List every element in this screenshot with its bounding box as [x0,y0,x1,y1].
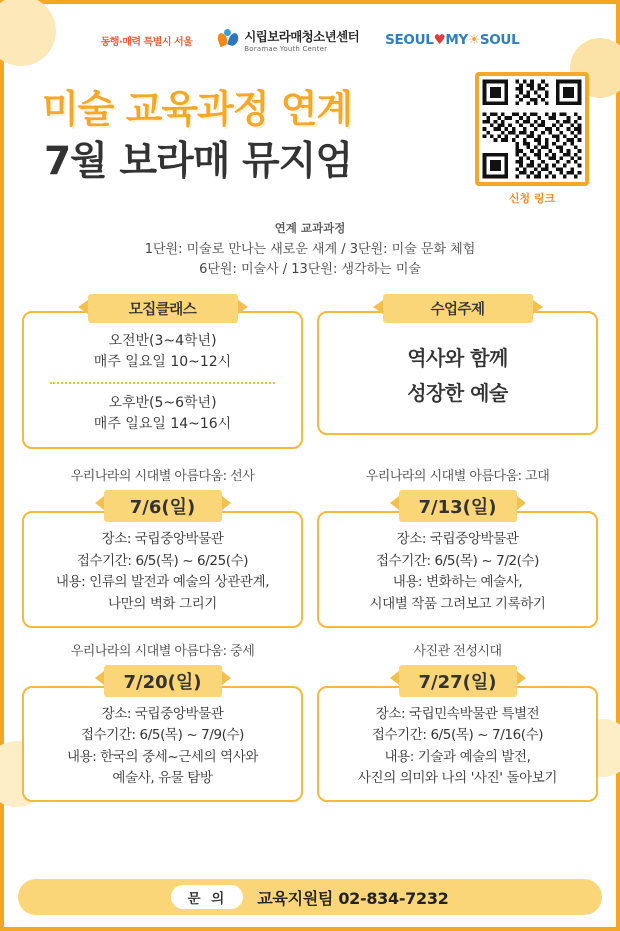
class-divider [50,382,275,384]
class-afternoon-time: 매주 일요일 14~16시 [93,416,232,433]
heart-icon: ♥ [433,32,446,48]
session-theme: 우리나라의 시대별 아름다움: 고대 [365,469,550,485]
class-morning-time: 매주 일요일 10~12시 [93,354,232,371]
session-theme: 우리나라의 시대별 아름다움: 중세 [70,643,255,659]
curriculum-block [22,220,598,280]
session-date: 7/13(일) [399,490,517,522]
session-content-2: 나만의 벽화 그리기 [108,596,217,613]
session-card [317,465,598,627]
curriculum-line-2: 6단원: 미술사 / 13단원: 생각하는 미술 [199,262,421,278]
sun-icon: ☀ [468,32,480,48]
session-place: 장소: 국립중앙박물관 [101,705,224,722]
sessions-row-2 [22,640,598,802]
session-content-2: 시대별 작품 그려보고 기록하기 [369,596,546,613]
session-content-2: 사진의 의미와 나의 '사진' 돌아보기 [357,770,558,787]
session-place: 장소: 국립민속박물관 특별전 [375,705,540,722]
class-afternoon-grade: 오후반(5~6학년) [108,395,217,412]
session-card [22,465,303,627]
subject-card-title: 수업주제 [383,294,533,323]
boramae-center-logo [218,27,359,53]
session-place: 장소: 국립중앙박물관 [101,531,224,548]
subject-card [317,294,598,449]
seoul-brand-label: 동행·매력 특별시 서울 [100,36,193,48]
logo-bar [22,4,598,68]
title-block [22,68,598,218]
center-name-eng: Boramae Youth Center [244,45,328,53]
qr-code-icon[interactable] [475,72,589,186]
session-content-2: 예술사, 유물 탐방 [112,770,213,787]
session-period: 접수기간: 6/5(목) ~ 7/16(수) [371,727,544,744]
qr-caption: 신청 링크 [508,192,556,205]
session-card [317,640,598,802]
session-content-1: 내용: 인류의 발전과 예술의 상관관계, [55,574,270,591]
subject-line-2: 성장한 예술 [407,381,508,406]
footer-contact: 교육지원팀 02-834-7232 [257,888,449,908]
session-content-1: 내용: 변화하는 예술사, [392,574,523,591]
session-date: 7/20(일) [104,665,222,697]
session-content-1: 내용: 기술과 예술의 발전, [384,748,531,765]
sessions-row-1 [22,465,598,627]
seoul-my-soul-logo [385,32,519,48]
slogan-my: MY [445,32,468,48]
top-cards-row [22,294,598,449]
session-place: 장소: 국립중앙박물관 [396,531,519,548]
session-date: 7/27(일) [399,665,517,697]
slogan-seoul: SEOUL [385,32,434,48]
session-content-1: 내용: 한국의 중세~근세의 역사와 [66,748,259,765]
sessions-grid [22,465,598,802]
center-name-kor: 시립보라매청소년센터 [244,29,360,44]
session-card [22,640,303,802]
footer-contact-bar [18,879,602,915]
page-title-line2: 7월 보라매 뮤지엄 [44,139,353,184]
subject-line-1: 역사와 함께 [407,346,508,371]
class-morning-grade: 오전반(3~4학년) [108,333,217,350]
curriculum-heading: 연계 교과과정 [274,221,346,235]
boramae-mark-icon [218,29,238,51]
session-period: 접수기간: 6/5(목) ~ 7/9(수) [80,727,245,744]
session-period: 접수기간: 6/5(목) ~ 6/25(수) [76,552,249,569]
class-card [22,294,303,449]
session-theme: 사진관 전성시대 [413,643,502,659]
footer-label: 문 의 [171,885,243,909]
curriculum-line-1: 1단원: 미술로 만나는 새로운 새계 / 3단원: 미술 문화 체험 [144,242,476,257]
slogan-soul: SOUL [479,32,520,48]
seoul-brand-logo [101,33,193,48]
session-theme: 우리나라의 시대별 아름다움: 선사 [70,469,255,485]
page-title-line1: 미술 교육과정 연계 [42,87,353,131]
session-date: 7/6(일) [104,490,222,522]
session-period: 접수기간: 6/5(목) ~ 7/2(수) [375,552,540,569]
class-card-title: 모집클래스 [88,294,238,323]
qr-block[interactable] [474,72,590,206]
